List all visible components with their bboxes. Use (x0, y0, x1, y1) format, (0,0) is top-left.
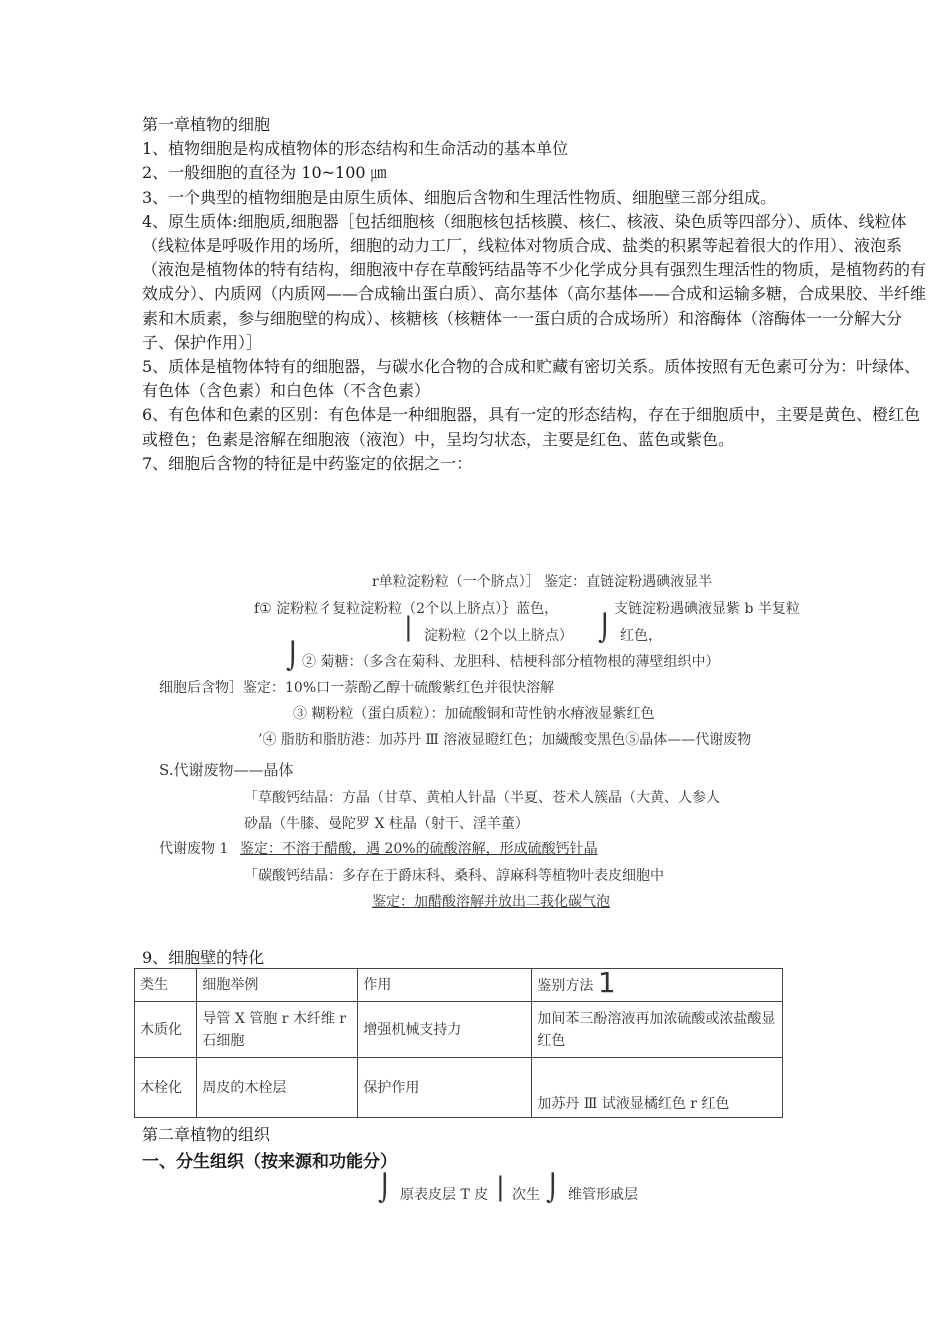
brace-icon: ⌡ (546, 1174, 560, 1204)
chapter2-line-b: 次生 (512, 1187, 540, 1203)
brace-icon: | (496, 1172, 505, 1202)
table-cell: 保护作用 (358, 1058, 532, 1118)
chapter2-title: 第二章植物的组织 (142, 1125, 271, 1144)
table-cell: 木栓化 (135, 1058, 197, 1118)
section9-title: 9、细胞壁的特化 (142, 948, 265, 967)
brace-icon: ⌡ (286, 642, 300, 672)
diagram-line-12: 「碳酸钙结晶：多存在于爵床科、桑科、諄麻科等植物叶表皮细胞中 (244, 868, 664, 884)
diagram-line-8: S.代谢废物——晶体 (159, 761, 294, 779)
paragraph-5: 5、质体是植物体特有的细胞器，与碳水化合物的合成和贮藏有密切关系。质体按照有无色素可分为：叶绿体、有色体（含色素）和白色体（不含色素） (142, 357, 921, 401)
paragraph-1: 1、植物细胞是构成植物体的形态结构和生命活动的基本单位 (142, 139, 569, 159)
diagram-line-13: 鉴定：加醋酸溶解并放出二莪化碳气泡 (372, 894, 610, 910)
chapter2-line-a: 原表皮层 T 皮 (400, 1187, 489, 1203)
header-mark: 1 (597, 966, 616, 999)
paragraph-4: 4、原生质体:细胞质,细胞器［包括细胞核（细胞核包括核膜、核仁、核液、染色质等四部分）、质体、线粒体（线粒体是呼吸作用的场所，细胞的动力工厂，线粒体对物质合成、盐类的积累等起着很大的作用）、液泡系（液泡是植物体的特有结构，细胞液中存在草酸钙结晶等不少化学成分具有强烈生理活性的物质，是植物药的有效成分）、内质网（内质网——合成输出蛋白质）、高尔基体（高尔基体——合成和运输多糖，合成果胶、半纤维素和木质素，参与细胞壁的构成）、核糖核（核糖体一一蛋白质的合成场所）和溶酶体（溶酶体一一分解大分子、保护作用）］ (142, 211, 927, 352)
paragraph-6: 6、有色体和色素的区别：有色体是一种细胞器，具有一定的形态结构，存在于细胞质中，主要是黄色、橙红色或橙色；色素是溶解在细胞液（液泡）中，呈均匀状态，主要是红色、蓝色或紫色。 (142, 405, 921, 449)
brace-icon: ⌡ (378, 1174, 392, 1204)
table-row (135, 1002, 783, 1058)
table-cell: 加间苯三酚溶液再加浓硫酸或浓盐酸显红色 (532, 1002, 783, 1058)
table-header-cell: 细胞举例 (197, 969, 358, 1002)
table-header-row (135, 969, 783, 1002)
diagram-line-2b: 支链淀粉遇碘液显紫 b 半复粒 (614, 601, 800, 617)
table-header-label: 鉴别方法 (537, 978, 594, 994)
chapter1-title: 第一章植物的细胞 (142, 115, 271, 134)
table-header-cell: 类生 (135, 969, 197, 1002)
paragraph-2: 2、一般细胞的直径为 10~100 ㎛ (142, 163, 387, 183)
diagram-line-5: 细胞后含物］鉴定：10%口一萘酚乙醇十硫酸紫红色并很快溶解 (159, 680, 555, 696)
diagram-line-3a: 淀粉粒（2个以上脐点） (424, 628, 573, 644)
table-cell: 加苏丹 Ⅲ 试液显橘红色 r 红色 (532, 1058, 783, 1118)
diagram-line-1: r单粒淀粉粒（一个脐点）］ 鉴定：直链淀粉遇碘液显半 (372, 574, 713, 590)
brace-icon: | (404, 612, 413, 642)
chapter2-heading: 一、分生组织（按来源和功能分） (142, 1152, 397, 1172)
table-header-cell: 作用 (358, 969, 532, 1002)
diagram-line-7: ’④ 脂肪和脂肪港：加苏丹 Ⅲ 溶液显瞪红色；加繊酸变黑色⑤晶体——代谢废物 (258, 732, 752, 748)
table-cell: 木质化 (135, 1002, 197, 1058)
chapter2-line-c: 维管形戚层 (568, 1187, 638, 1203)
paragraph-7: 7、细胞后含物的特征是中药鉴定的依据之一： (142, 453, 473, 473)
paragraph-3: 3、一个典型的植物细胞是由原生质体、细胞后含物和生理活性物质、细胞壁三部分组成。 (142, 187, 777, 207)
diagram-line-4: ② 菊糖：（多含在菊科、龙胆科、桔梗科部分植物根的薄壁组织中） (302, 654, 720, 670)
table-cell: 增强机械支持力 (358, 1002, 532, 1058)
table-header-cell (532, 966, 783, 1002)
diagram-line-11a: 代谢废物 1 (159, 841, 229, 857)
table-row (135, 1058, 783, 1118)
table-cell: 导管 X 管胞 r 木纤维 r 石细胞 (197, 1002, 358, 1058)
diagram-line-2a: f① 淀粉粒彳复粒淀粉粒（2个以上脐点）｝蓝色， (254, 601, 559, 617)
diagram-line-3b: 红色， (620, 628, 662, 644)
diagram-line-10: 砂晶（牛膝、曼陀罗 X 柱晶（射干、淫羊董） (244, 816, 529, 832)
table-cell: 周皮的木栓层 (197, 1058, 358, 1118)
diagram-line-6: ③ 糊粉粒（蛋白质粒）：加硫酸铜和苛性钠水瘠液显紫红色 (293, 706, 655, 722)
brace-icon: ⌡ (598, 614, 612, 644)
cell-wall-table (134, 968, 783, 1118)
diagram-line-11b: 鉴定：不溶于醋酸，遇 20%的硫酸溶解，形成硫酸钙针晶 (240, 841, 598, 857)
chapter1-body (142, 113, 932, 476)
diagram-line-9: 「草酸钙结晶：方晶（甘草、黄柏人针晶（半夏、苍术人簇晶（大黄、人参人 (244, 790, 720, 806)
